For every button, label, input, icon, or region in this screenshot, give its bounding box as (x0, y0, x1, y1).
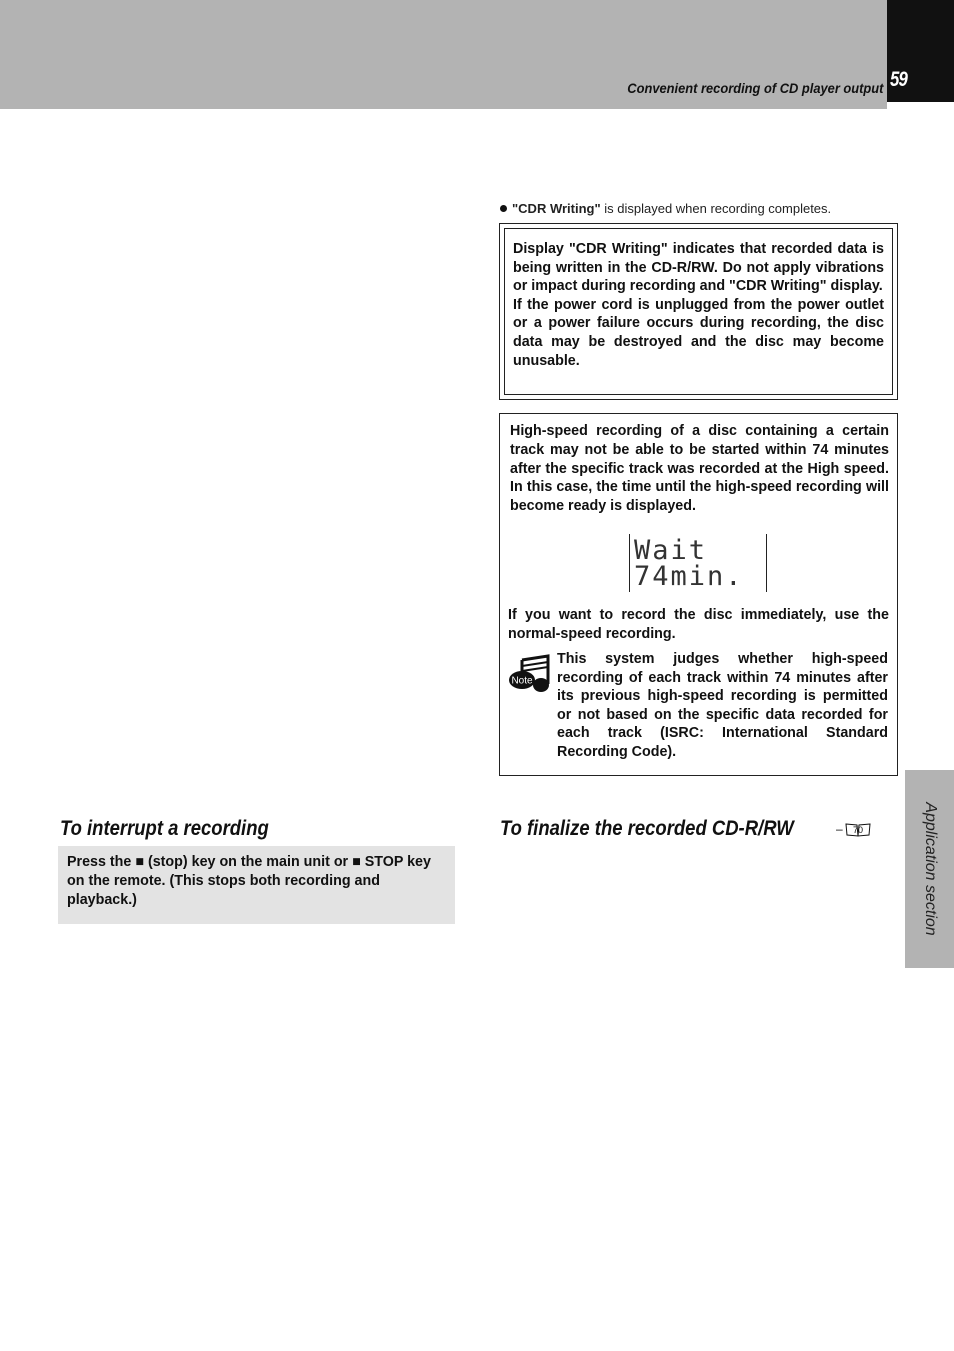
page-reference-dash: – (836, 822, 843, 837)
section-tab-label: Application section (921, 802, 939, 936)
section-tab (905, 770, 954, 968)
warning-para-2: If the power cord is unplugged from the power outlet or a power failure occurs during recording, the disc data may be destroyed and the disc may become unusable. (513, 296, 884, 369)
bullet-dot-icon (500, 205, 507, 212)
bullet-strong-text: "CDR Writing" (512, 201, 601, 216)
warning-box-inner (504, 228, 893, 395)
book-icon (845, 822, 871, 838)
warning-para-1: Display "CDR Writing" indicates that recorded data is being written in the CD-R/RW. Do not apply vibrations or impact during recording and "CDR Writing" display. (513, 241, 884, 295)
interrupt-heading: To interrupt a recording (60, 817, 269, 840)
display-readout (629, 534, 767, 592)
header-title: Convenient recording of CD player output (626, 80, 883, 96)
finalize-heading: To finalize the recorded CD-R/RW (500, 817, 794, 840)
ref-page-number: 70 (852, 825, 863, 835)
warning-box (499, 223, 898, 400)
bullet-line (500, 201, 831, 216)
display-line-2: 74min. (634, 561, 744, 592)
note-text: This system judges whether high-speed recording of each track within 74 minutes after its previous high-speed recording is permitted or not based on the specific data recorded for each track (ISRC: International Standard Recording Code). (557, 651, 888, 760)
note-icon (508, 654, 550, 696)
page-reference (836, 822, 871, 838)
bullet-text: is displayed when recording completes. (600, 201, 832, 216)
highspeed-text: High-speed recording of a disc containing a certain track may not be able to be started within 74 minutes after the specific track was recorded at the High speed. In this case, the time until the high-speed recording will become ready is displayed. (510, 423, 889, 515)
highspeed-box (499, 413, 898, 776)
page-number: 59 (890, 68, 908, 91)
interrupt-instructions: Press the ■ (stop) key on the main unit or ■ STOP key on the remote. (This stops both recording and playback.) (58, 846, 455, 924)
note-icon-label: Note (511, 675, 533, 687)
normal-speed-text: If you want to record the disc immediately, use the normal-speed recording. (508, 607, 889, 642)
display-line-1: Wait (634, 535, 708, 566)
